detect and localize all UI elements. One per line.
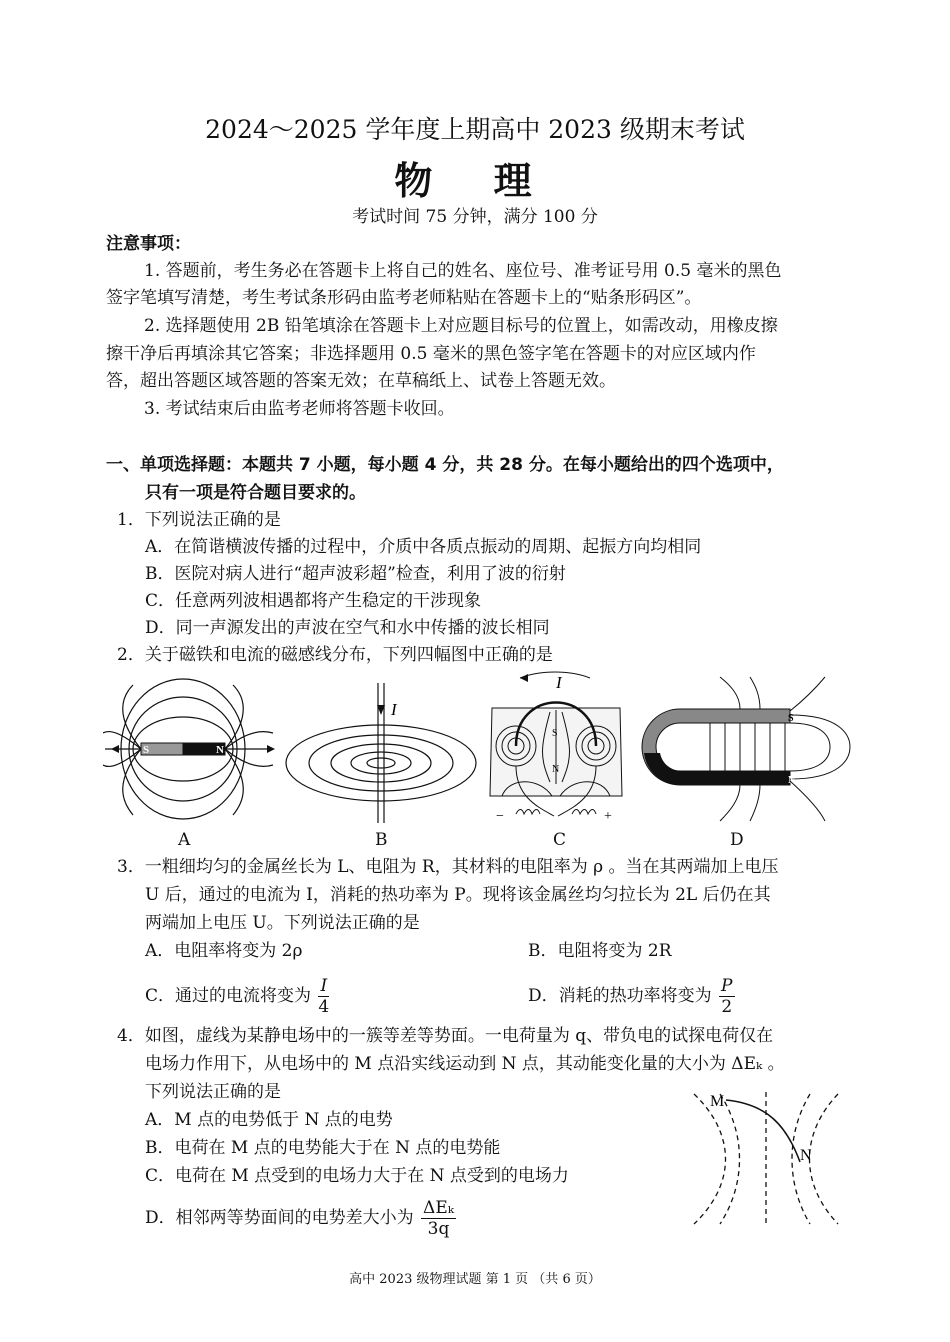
q4-option-d-text: D．相邻两等势面间的电势差大小为: [145, 1208, 414, 1228]
q4-figure: [686, 1084, 850, 1230]
fig-d-n-label: N: [788, 775, 796, 786]
note-line: 签字笔填写清楚，考生考试条形码由监考老师粘贴在答题卡上的“贴条形码区”。: [106, 288, 702, 308]
fig-a-s-label: S: [143, 744, 150, 756]
q3-option-d-fraction: [719, 976, 734, 1017]
q1-option-a: A．在简谐横波传播的过程中，介质中各质点振动的周期、起振方向均相同: [145, 537, 702, 557]
section-heading-cont: 只有一项是符合题目要求的。: [145, 483, 366, 503]
fig-point-m: M: [710, 1093, 725, 1110]
exam-info: 考试时间 75 分钟，满分 100 分: [352, 207, 598, 227]
fig-a-n-label: N: [216, 744, 224, 756]
fig-c-current-label: I: [556, 673, 562, 692]
fraction-denominator: 3q: [427, 1219, 450, 1239]
q3-option-d: [528, 976, 735, 1017]
q4-option-d-fraction: [421, 1198, 456, 1239]
q2-stem: 2．关于磁铁和电流的磁感线分布，下列四幅图中正确的是: [117, 645, 553, 665]
note-line: 擦干净后再填涂其它答案；非选择题用 0.5 毫米的黑色签字笔在答题卡的对应区域内作: [106, 344, 756, 364]
fraction-numerator: P: [721, 976, 733, 996]
notes-heading: 注意事项：: [106, 234, 191, 254]
note-line: 1. 答题前，考生务必在答题卡上将自己的姓名、座位号、准考证号用 0.5 毫米的黑色: [144, 261, 782, 281]
q3-option-c: [145, 976, 329, 1017]
q1-stem: 1．下列说法正确的是: [117, 510, 281, 530]
q4-stem-3: 下列说法正确的是: [145, 1082, 281, 1102]
q1-option-c: C．任意两列波相遇都将产生稳定的干涉现象: [145, 591, 482, 611]
q3-stem-1: 3．一粗细均匀的金属丝长为 L、电阻为 R，其材料的电阻率为 ρ 。当在其两端加上电压: [117, 857, 779, 877]
fig-c-n-label: N: [552, 764, 560, 775]
q4-stem-1: 4．如图，虚线为某静电场中的一簇等差等势面。一电荷量为 q、带负电的试探电荷仅在: [117, 1026, 774, 1046]
fig-c-plus: +: [604, 809, 612, 824]
q3-option-c-fraction: [318, 976, 329, 1017]
fraction-denominator: 2: [721, 997, 733, 1017]
q2-figure-d: [640, 675, 860, 825]
fig-point-n: N: [800, 1147, 812, 1164]
q4-option-d: [145, 1196, 456, 1240]
fraction-denominator: 4: [318, 997, 330, 1017]
q4-option-b: B．电荷在 M 点的电势能大于在 N 点的电势能: [145, 1138, 501, 1158]
q2-figure-c: [480, 668, 635, 828]
q1-option-d: D．同一声源发出的声波在空气和水中传播的波长相同: [145, 618, 550, 638]
fig-a-caption: A: [178, 830, 191, 850]
note-line: 答，超出答题区域答题的答案无效；在草稿纸上、试卷上答题无效。: [106, 371, 616, 391]
q3-option-b: B．电阻将变为 2R: [528, 941, 672, 961]
q3-stem-3: 两端加上电压 U。下列说法正确的是: [145, 913, 420, 933]
exam-title: 2024～2025 学年度上期高中 2023 级期末考试: [205, 115, 745, 144]
page-footer: 高中 2023 级物理试题 第 1 页 （共 6 页）: [349, 1272, 601, 1287]
fig-b-current-label: I: [391, 700, 397, 719]
q3-option-a: A．电阻率将变为 2ρ: [145, 941, 303, 961]
fig-c-minus: −: [496, 809, 504, 824]
fraction-numerator: I: [318, 976, 329, 997]
q1-option-b: B．医院对病人进行“超声波彩超”检查，利用了波的衍射: [145, 564, 566, 584]
fig-d-caption: D: [730, 830, 744, 850]
q2-figure-b: [283, 675, 479, 825]
q4-option-a: A．M 点的电势低于 N 点的电势: [145, 1110, 393, 1130]
q3-stem-2: U 后，通过的电流为 I，消耗的热功率为 P。现将该金属丝均匀拉长为 2L 后仍在其: [145, 885, 771, 905]
fig-b-caption: B: [375, 830, 388, 850]
fig-c-caption: C: [553, 830, 567, 850]
note-line: 2. 选择题使用 2B 铅笔填涂在答题卡上对应题目标号的位置上，如需改动，用橡皮擦: [144, 316, 778, 336]
note-line: 3. 考试结束后由监考老师将答题卡收回。: [144, 399, 455, 419]
q4-option-c: C．电荷在 M 点受到的电场力大于在 N 点受到的电场力: [145, 1166, 569, 1186]
fraction-numerator: ΔEₖ: [423, 1198, 454, 1218]
section-heading: 一、单项选择题：本题共 7 小题，每小题 4 分，共 28 分。在每小题给出的四个选项中，: [106, 455, 784, 475]
subject-title: 物 理: [394, 159, 556, 203]
q3-option-d-text: D．消耗的热功率将变为: [528, 986, 712, 1006]
q4-stem-2: 电场力作用下，从电场中的 M 点沿实线运动到 N 点，其动能变化量的大小为 ΔEₖ 。: [145, 1054, 785, 1074]
fig-c-s-label: S: [552, 728, 558, 739]
q2-figure-a: [103, 675, 283, 825]
q3-option-c-text: C．通过的电流将变为: [145, 986, 312, 1006]
fig-d-s-label: S: [788, 713, 794, 724]
